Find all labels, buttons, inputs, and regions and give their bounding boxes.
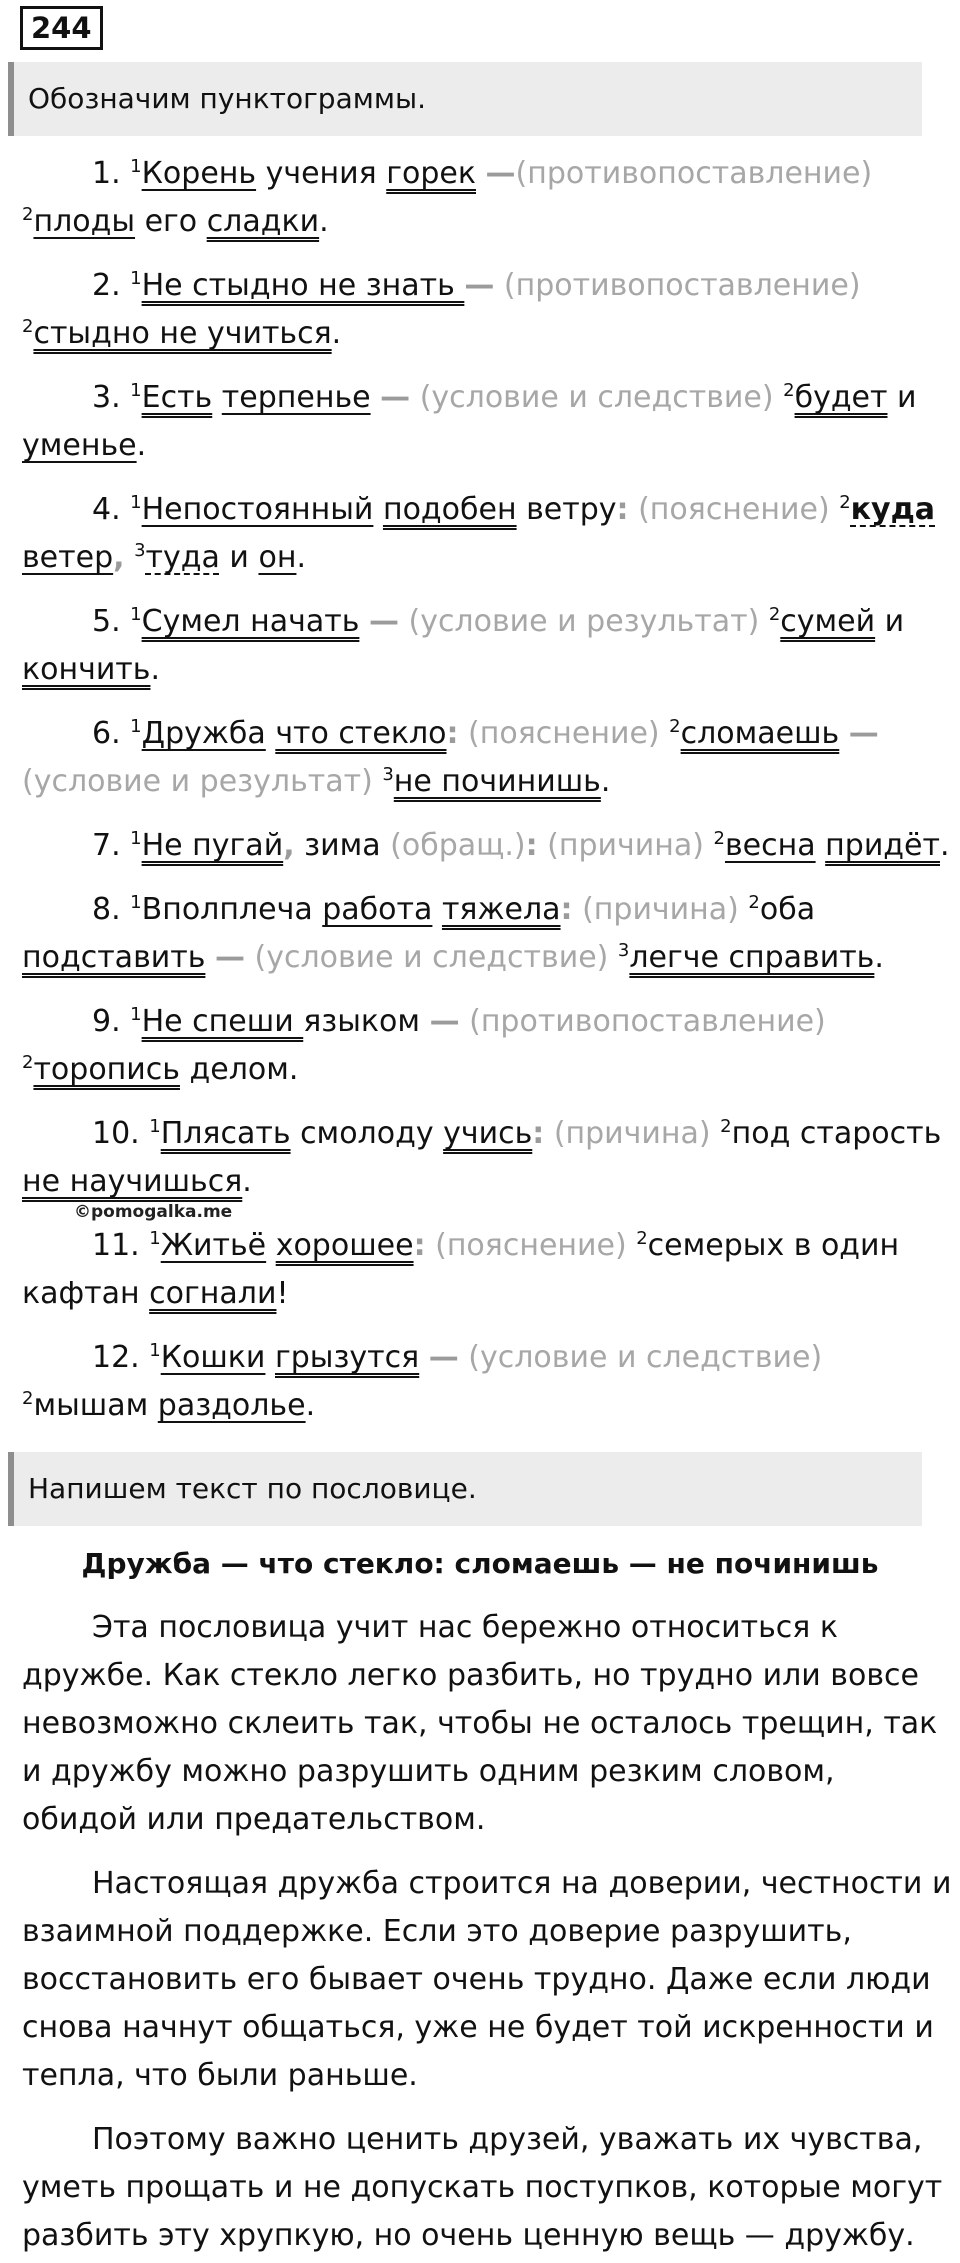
sentence-member: согнали [149,1276,277,1311]
text-span: мышам [33,1388,158,1423]
dash-mark: — [368,604,399,639]
text-span [704,828,714,863]
sentence-member: Дружба [141,716,266,751]
sentence-member: Не стыдно не знать [141,268,465,303]
punct-explanation: (условие и следствие) [254,940,609,975]
proverb-item [22,262,952,358]
essay-paragraph: Настоящая дружба строится на доверии, честности и взаимной поддержке. Если это доверие разрушить, восстановить его бывает очень трудно. Даже если люди снова начнут общаться, уже не будет той искренности и тепла, что были раньше. [22,1866,952,2093]
sentence-member: кончить [22,652,151,687]
text-span [839,716,849,751]
item-number: 2. [92,268,131,303]
text-span: зима [294,828,391,863]
sentence-member: подставить [22,940,206,975]
proverb-item [22,886,952,982]
text-span: учения [256,156,387,191]
text-span: . [136,428,147,463]
part-number: 2 [636,1228,648,1249]
text-span: . [305,1388,316,1423]
text-span: Вполплеча [141,892,323,927]
part-number: 2 [768,604,781,625]
item-number: 9. [92,1004,131,1039]
text-span [774,380,784,415]
proverb-item [22,1334,952,1430]
item-number: 11. [92,1228,150,1263]
text-span: под старость [731,1116,942,1151]
sentence-member: не починишь [393,764,601,799]
section-header-punctograms: Обозначим пунктограммы. [8,62,922,136]
sentence-member: что стекло [275,716,447,751]
sentence-member: терпенье [221,380,371,415]
punct-explanation: (противопоставление) [469,1004,826,1039]
item-number: 4. [92,492,131,527]
text-span: и [219,540,259,575]
text-span [245,940,255,975]
punct-explanation: (пояснение) [435,1228,627,1263]
proverb-item [22,1110,952,1206]
proverb-item [22,150,952,246]
item-number: 6. [92,716,131,751]
text-span [432,892,442,927]
dash-mark: — [429,1004,460,1039]
proverb-item [22,486,952,582]
text-span [212,380,222,415]
punct-explanation: (условие и результат) [408,604,760,639]
text-span [265,1340,275,1375]
sentence-member: туда [145,540,220,575]
sentence-member: сладки [206,204,320,239]
punct-explanation: (условие и следствие) [468,1340,823,1375]
dash-mark: — [428,1340,459,1375]
exercise-number: 244 [20,6,103,50]
text-span [629,492,639,527]
punct-explanation: (противопоставление) [503,268,861,303]
sentence-member: Корень [141,156,257,191]
part-number: 2 [22,1052,34,1073]
punct-explanation: (пояснение) [638,492,830,527]
text-span [830,492,840,527]
punct-explanation: (условие и результат) [22,764,373,799]
part-number: 1 [130,604,142,625]
dash-mark: — [848,716,879,751]
part-number: 1 [130,268,142,289]
text-span [419,1340,429,1375]
sentence-member: уменье [22,428,137,463]
item-number: 5. [92,604,131,639]
text-span [426,1228,436,1263]
part-number: 2 [783,380,795,401]
sentence-member: Не пугай [141,828,284,863]
text-span [711,1116,721,1151]
essay-paragraph: Эта пословица учит нас бережно относиться к дружбе. Как стекло легко разбить, но трудно или вовсе невозможно склеить так, чтобы не осталось трещин, так и дружбу можно разрушить одним резким словом, обидой или предательством. [22,1610,938,1837]
text-span [573,892,583,927]
part-number: 2 [22,316,34,337]
punct-mark: : [446,716,459,751]
text-span [459,716,469,751]
essay-paragraph: Поэтому важно ценить друзей, уважать их чувства, уметь прощать и не допускать поступков, которые могут разбить эту хрупкую, но очень ценную вещь — дружбу. [22,2122,943,2253]
part-number: 1 [130,492,142,513]
part-number: 2 [839,492,851,513]
text-span: . [600,764,611,799]
item-number: 3. [92,380,131,415]
sentence-member: раздолье [157,1388,306,1423]
proverb-list [22,150,952,1446]
sentence-member: плоды [33,204,136,239]
punct-mark: : [525,828,538,863]
text-span [538,828,548,863]
proverb-item [22,822,952,870]
text-span: . [331,316,342,351]
part-number: 1 [130,1004,142,1025]
text-span: . [874,940,884,975]
punct-explanation: (пояснение) [468,716,660,751]
punct-explanation: (причина) [547,828,704,863]
part-number: 1 [130,380,142,401]
text-span [371,380,381,415]
text-span [476,156,486,191]
sentence-member: Непостоянный [141,492,374,527]
part-number: 2 [22,1388,34,1409]
sentence-member: будет [794,380,888,415]
text-span: ! [276,1276,289,1311]
punct-mark: : [616,492,629,527]
text-span: его [135,204,207,239]
sentence-member: грызутся [274,1340,420,1375]
part-number: 2 [669,716,681,737]
text-span: . [319,204,329,239]
text-span: ветру [516,492,617,527]
sentence-member: учись [443,1116,533,1151]
punct-mark: : [532,1116,545,1151]
section-header-essay: Напишем текст по пословице. [8,1452,922,1526]
sentence-member: подобен [382,492,517,527]
punct-mark: , [283,828,295,863]
punct-explanation: (причина) [582,892,739,927]
sentence-member: Сумел начать [141,604,360,639]
text-span [410,380,420,415]
proverb-item [22,374,952,470]
punct-explanation: (условие и следствие) [419,380,774,415]
proverb-item [22,998,952,1094]
part-number: 1 [130,828,142,849]
text-span [660,716,670,751]
sentence-member: сломаешь [680,716,840,751]
text-span [205,940,215,975]
text-span [816,828,826,863]
punct-explanation: (противопоставление) [515,156,873,191]
dash-mark: — [464,268,495,303]
proverb-item [22,1222,952,1318]
part-number: 3 [382,764,394,785]
text-span: языком [303,1004,430,1039]
text-span: и [875,604,905,639]
text-span [373,764,383,799]
part-number: 1 [130,156,142,177]
dash-mark: — [485,156,516,191]
proverb-item [22,598,952,694]
part-number: 2 [22,204,34,225]
text-span [759,604,769,639]
text-span: и [887,380,917,415]
text-span [266,1228,276,1263]
text-span: смолоду [290,1116,444,1151]
part-number: 3 [134,540,146,561]
text-span [494,268,504,303]
text-span: . [940,828,950,863]
sentence-member: придёт [825,828,940,863]
sentence-member: торопись [33,1052,180,1087]
sentence-member: тяжела [441,892,561,927]
item-number: 7. [92,828,131,863]
text-span [739,892,749,927]
sentence-member: легче справить [629,940,875,975]
text-span: оба [759,892,816,927]
text-span: делом. [179,1052,299,1087]
part-number: 1 [149,1228,161,1249]
text-span [125,540,135,575]
essay-title: Дружба — что стекло: сломаешь — не починишь [81,1547,879,1580]
watermark: ©pomogalka.me [74,1202,233,1222]
sentence-member: куда [850,492,936,527]
punct-mark: : [413,1228,426,1263]
text-span: . [296,540,306,575]
dash-mark: — [214,940,245,975]
text-span [608,940,618,975]
dash-mark: — [380,380,411,415]
text-span [544,1116,554,1151]
punct-explanation: (причина) [553,1116,711,1151]
part-number: 1 [149,1116,161,1137]
item-number: 12. [92,1340,150,1375]
punct-explanation: (обращ.) [390,828,526,863]
text-span [459,1340,469,1375]
text-span [266,716,276,751]
sentence-member: весна [724,828,816,863]
part-number: 3 [617,940,630,961]
item-number: 1. [92,156,131,191]
part-number: 1 [130,716,142,737]
text-span [373,492,383,527]
text-span: . [242,1164,252,1199]
item-number: 10. [92,1116,150,1151]
sentence-member: хорошее [275,1228,414,1263]
sentence-member: стыдно не учиться [33,316,332,351]
text-span: . [150,652,161,687]
item-number: 8. [92,892,131,927]
text-span [460,1004,470,1039]
part-number: 1 [130,892,142,913]
sentence-member: не научишься [22,1164,243,1199]
sentence-member: он [258,540,297,575]
text-span [359,604,369,639]
part-number: 1 [149,1340,161,1361]
part-number: 2 [720,1116,732,1137]
sentence-member: Плясать [160,1116,291,1151]
sentence-member: Есть [141,380,213,415]
sentence-member: Житьё [160,1228,267,1263]
sentence-member: сумей [780,604,876,639]
sentence-member: Не спеши [141,1004,304,1039]
sentence-member: Кошки [160,1340,266,1375]
sentence-member: работа [322,892,433,927]
sentence-member: ветер [22,540,114,575]
text-span [627,1228,637,1263]
punct-mark: , [113,540,125,575]
sentence-member: горек [386,156,476,191]
part-number: 2 [713,828,725,849]
punct-mark: : [560,892,573,927]
part-number: 2 [748,892,760,913]
text-span: семерых в один кафтан [22,1228,900,1311]
proverb-item [22,710,952,806]
